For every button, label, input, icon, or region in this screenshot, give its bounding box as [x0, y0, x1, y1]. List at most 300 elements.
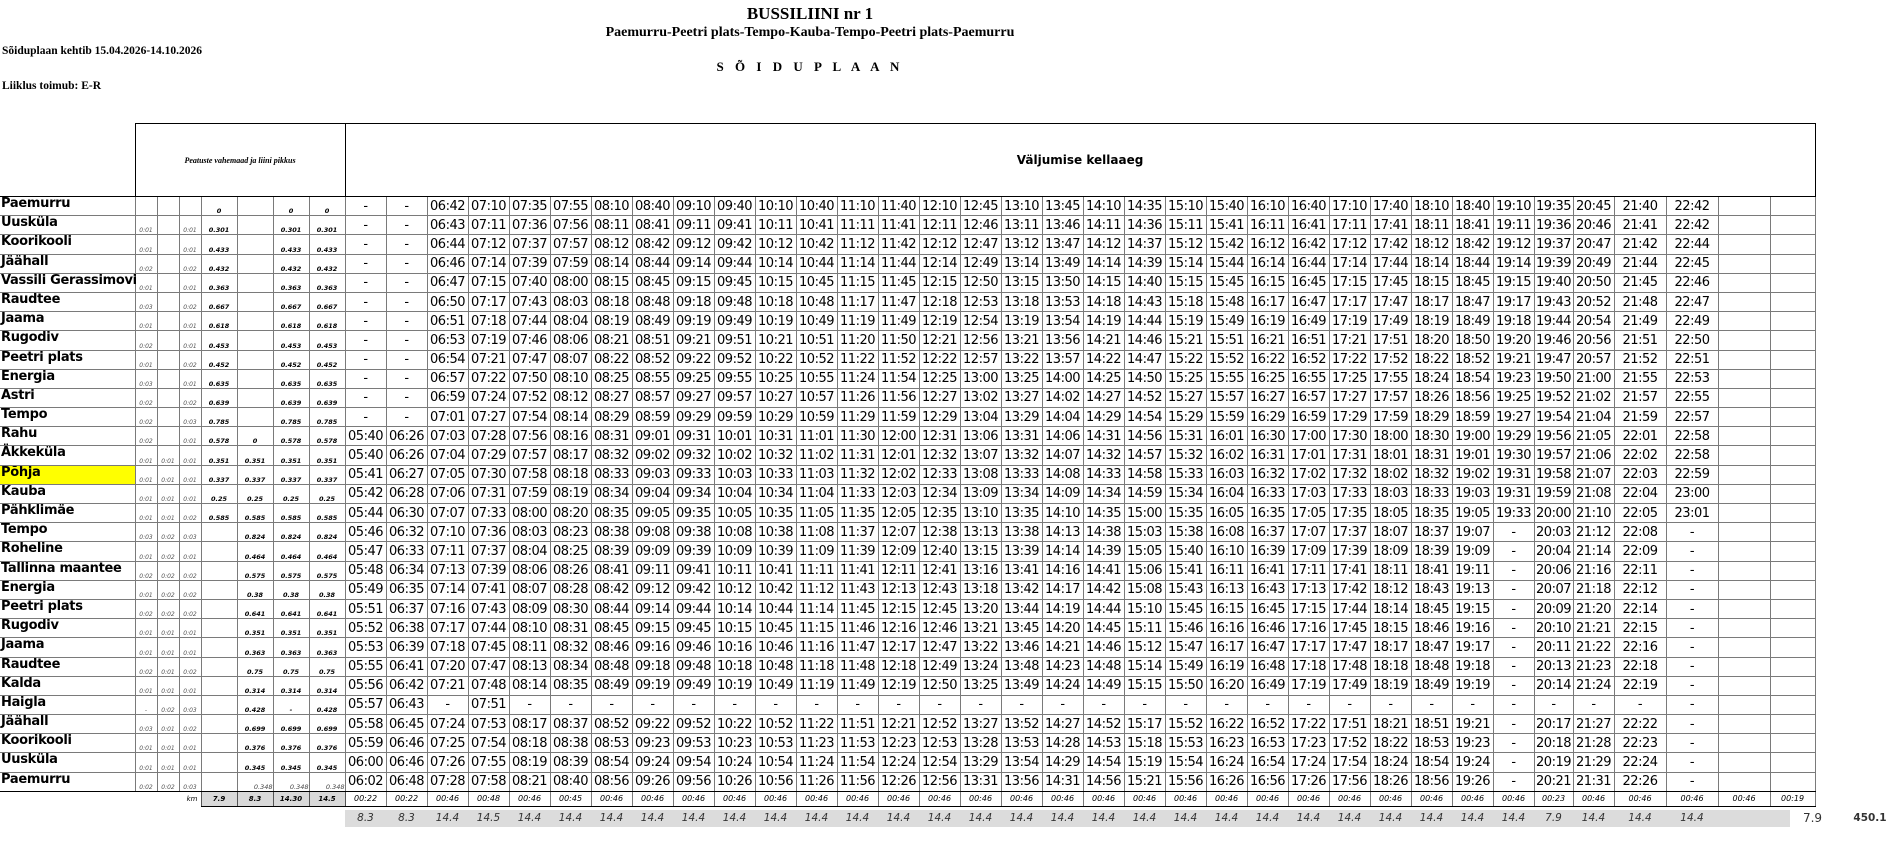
segment-distance: 0.348: [309, 772, 345, 791]
departure-time: 05:51: [345, 599, 386, 618]
stop-name: Koorikooli: [0, 734, 135, 753]
departure-time: 15:52: [1165, 715, 1206, 734]
segment-time: 0:01: [179, 273, 201, 292]
departure-time: 14:10: [1042, 504, 1083, 523]
departure-time: -: [1534, 695, 1573, 714]
segment-distance: [201, 580, 237, 599]
departure-time: -: [796, 695, 837, 714]
segment-distance: 0.376: [309, 734, 345, 753]
departure-time: 12:21: [919, 331, 960, 350]
segment-distance: 0.585: [201, 504, 237, 523]
trip-duration: 00:46: [1042, 791, 1083, 806]
departure-time: 07:27: [468, 408, 509, 427]
departure-time: 11:10: [837, 197, 878, 216]
departure-time: 11:40: [878, 197, 919, 216]
departure-time: 07:57: [550, 235, 591, 254]
departure-time: 15:19: [1124, 753, 1165, 772]
segment-distance: 0.453: [201, 331, 237, 350]
departure-time: -: [345, 235, 386, 254]
departure-time: 09:24: [632, 753, 673, 772]
departure-time: [1718, 638, 1770, 657]
departure-time: 17:39: [1329, 542, 1370, 561]
departure-time: 09:10: [673, 197, 714, 216]
departure-time: 18:19: [1411, 312, 1452, 331]
departure-time: -: [386, 369, 427, 388]
departure-time: 15:18: [1124, 734, 1165, 753]
stop-row: [0, 542, 1815, 561]
departure-time: 15:33: [1165, 465, 1206, 484]
departure-time: -: [1493, 715, 1534, 734]
departure-time: 14:14: [1083, 254, 1124, 273]
segment-distance: 0.618: [273, 312, 309, 331]
departure-time: 19:33: [1493, 504, 1534, 523]
departure-time: 06:28: [386, 484, 427, 503]
departure-time: 09:12: [673, 235, 714, 254]
departure-time: [1718, 542, 1770, 561]
departure-time: 14:17: [1042, 580, 1083, 599]
departure-time: -: [1493, 753, 1534, 772]
segment-distance: 0: [273, 197, 309, 216]
segment-time: 0:02: [135, 254, 157, 273]
segment-distance: 0.464: [309, 542, 345, 561]
departure-time: 08:03: [550, 292, 591, 311]
trip-km: 14.4: [517, 812, 542, 824]
departure-time: 21:05: [1573, 427, 1614, 446]
departure-time: -: [1329, 695, 1370, 714]
departure-time: -: [427, 695, 468, 714]
departure-time: 06:43: [427, 216, 468, 235]
segment-distance: [237, 388, 273, 407]
departure-time: 08:48: [632, 292, 673, 311]
departure-time: 08:10: [591, 197, 632, 216]
departure-time: 21:06: [1573, 446, 1614, 465]
segment-distance: [201, 542, 237, 561]
departure-time: 10:14: [755, 254, 796, 273]
departure-time: 19:01: [1452, 446, 1493, 465]
departure-time: 10:45: [755, 619, 796, 638]
departure-time: 11:11: [837, 216, 878, 235]
departure-time: 08:23: [550, 523, 591, 542]
segment-distance: 0.363: [273, 273, 309, 292]
departure-time: 11:41: [837, 561, 878, 580]
departure-time: 17:42: [1370, 235, 1411, 254]
operating-days: Liiklus toimub: E-R: [2, 80, 102, 92]
departure-time: 07:45: [468, 638, 509, 657]
segment-time: 0:02: [135, 408, 157, 427]
departure-time: 17:29: [1329, 408, 1370, 427]
departure-time: 15:05: [1124, 542, 1165, 561]
departure-time: 22:05: [1614, 504, 1666, 523]
departure-time: 12:43: [919, 580, 960, 599]
segment-distance: 0.363: [309, 273, 345, 292]
segment-distance: 0.428: [237, 695, 273, 714]
departure-time: 14:09: [1042, 484, 1083, 503]
departure-time: 13:12: [1001, 235, 1042, 254]
segment-distance: 0.667: [273, 292, 309, 311]
departure-time: 11:56: [837, 772, 878, 791]
departure-time: 09:22: [673, 350, 714, 369]
departure-time: 13:25: [1001, 369, 1042, 388]
departure-time: 13:32: [1001, 446, 1042, 465]
departure-time: 13:29: [960, 753, 1001, 772]
departure-time: 21:49: [1614, 312, 1666, 331]
departure-time: 07:14: [427, 580, 468, 599]
trip-duration: 00:46: [1493, 791, 1534, 806]
departure-time: 10:45: [796, 273, 837, 292]
segment-distance: 0.785: [201, 408, 237, 427]
departure-time: -: [1370, 695, 1411, 714]
departure-time: 13:45: [1042, 197, 1083, 216]
departure-time: 13:53: [1001, 734, 1042, 753]
departure-time: 13:46: [1001, 638, 1042, 657]
departure-time: 20:56: [1573, 331, 1614, 350]
departure-time: 18:41: [1452, 216, 1493, 235]
departure-time: 12:38: [919, 523, 960, 542]
departure-time: 06:27: [386, 465, 427, 484]
departure-time: 12:57: [960, 350, 1001, 369]
departure-time: 16:44: [1288, 254, 1329, 273]
departure-time: 15:43: [1165, 580, 1206, 599]
departure-time: 19:59: [1534, 484, 1573, 503]
departure-time: 10:49: [755, 676, 796, 695]
trip-duration: 00:46: [1247, 791, 1288, 806]
departure-time: 19:47: [1534, 350, 1573, 369]
stop-name: Koorikooli: [0, 235, 135, 254]
segment-time: 0:02: [179, 715, 201, 734]
departure-time: 05:42: [345, 484, 386, 503]
departure-time: 09:21: [673, 331, 714, 350]
departure-time: [1770, 369, 1815, 388]
departure-time: 19:21: [1452, 715, 1493, 734]
stop-name: Energia: [0, 369, 135, 388]
segment-time: [157, 408, 179, 427]
departure-time: 16:19: [1247, 312, 1288, 331]
departure-time: [1718, 331, 1770, 350]
segment-time: 0:01: [179, 216, 201, 235]
stop-name: Paemurru: [0, 772, 135, 791]
departure-time: 18:45: [1452, 273, 1493, 292]
departure-time: 08:37: [550, 715, 591, 734]
departure-time: 16:10: [1247, 197, 1288, 216]
trip-km: 14.4: [1501, 812, 1526, 824]
departure-time: -: [345, 369, 386, 388]
segment-time: 0:01: [157, 619, 179, 638]
departure-time: 21:31: [1573, 772, 1614, 791]
document-type: S Õ I D U P L A A N: [716, 59, 904, 74]
departure-time: 08:31: [591, 427, 632, 446]
departure-time: 10:22: [714, 715, 755, 734]
segment-distance: 0.432: [273, 254, 309, 273]
departure-time: -: [919, 695, 960, 714]
departure-time: 22:57: [1666, 408, 1718, 427]
departure-time: 06:33: [386, 542, 427, 561]
departure-time: 10:27: [755, 388, 796, 407]
departure-time: 17:01: [1288, 446, 1329, 465]
departure-time: 11:01: [796, 427, 837, 446]
departure-time: 13:31: [960, 772, 1001, 791]
departure-time: 15:17: [1124, 715, 1165, 734]
departure-time: 10:04: [714, 484, 755, 503]
departure-time: -: [386, 235, 427, 254]
departure-time: 16:03: [1206, 465, 1247, 484]
segment-time: 0:02: [179, 599, 201, 618]
departure-time: 15:10: [1124, 599, 1165, 618]
segment-distance: 0.432: [309, 254, 345, 273]
departure-time: -: [386, 350, 427, 369]
departure-time: -: [837, 695, 878, 714]
departure-time: 09:48: [714, 292, 755, 311]
departure-time: 08:52: [632, 350, 673, 369]
departure-time: 10:11: [755, 216, 796, 235]
trip-duration: 00:22: [386, 791, 427, 806]
departure-time: 18:52: [1452, 350, 1493, 369]
departure-time: 18:44: [1452, 254, 1493, 273]
departure-time: 16:47: [1288, 292, 1329, 311]
segment-distance: 0.314: [237, 676, 273, 695]
departure-time: 19:10: [1493, 197, 1534, 216]
departure-time: 10:14: [714, 599, 755, 618]
segment-time: 0:01: [179, 734, 201, 753]
segment-time: [135, 197, 157, 216]
departure-time: 11:09: [796, 542, 837, 561]
departure-time: 15:56: [1165, 772, 1206, 791]
departure-time: 23:00: [1666, 484, 1718, 503]
departure-time: 16:12: [1247, 235, 1288, 254]
departure-time: -: [345, 312, 386, 331]
departure-time: 16:15: [1206, 599, 1247, 618]
departure-time: 13:13: [960, 523, 1001, 542]
departure-time: 15:12: [1124, 638, 1165, 657]
departure-time: [1770, 657, 1815, 676]
departure-time: 12:46: [919, 619, 960, 638]
departure-time: 07:20: [427, 657, 468, 676]
departure-time: 17:45: [1370, 273, 1411, 292]
departure-time: 20:46: [1573, 216, 1614, 235]
departure-time: 05:55: [345, 657, 386, 676]
departure-time: 07:58: [509, 465, 550, 484]
departure-time: 17:12: [1329, 235, 1370, 254]
departure-time: 18:22: [1411, 350, 1452, 369]
segment-distance: [237, 331, 273, 350]
departure-time: 07:21: [468, 350, 509, 369]
departure-time: 07:25: [427, 734, 468, 753]
departure-time: -: [345, 388, 386, 407]
departure-time: 18:02: [1370, 465, 1411, 484]
departure-time: 18:24: [1411, 369, 1452, 388]
departure-time: 14:53: [1083, 734, 1124, 753]
trip-km: 14.5: [476, 812, 501, 824]
departure-time: -: [1493, 542, 1534, 561]
departure-time: 11:12: [796, 580, 837, 599]
trip-km: 14.4: [1680, 812, 1704, 824]
departure-time: 20:06: [1534, 561, 1573, 580]
departure-time: 14:14: [1042, 542, 1083, 561]
departure-time: -: [1206, 695, 1247, 714]
departure-time: 18:09: [1370, 542, 1411, 561]
trip-duration: 00:46: [427, 791, 468, 806]
trip-km: 14.4: [1337, 812, 1362, 824]
departure-time: 12:05: [878, 504, 919, 523]
stop-name: Rahu: [0, 427, 135, 446]
departure-time: -: [632, 695, 673, 714]
departure-time: 17:55: [1370, 369, 1411, 388]
departure-time: 19:16: [1452, 619, 1493, 638]
departure-time: 18:17: [1411, 292, 1452, 311]
departure-time: 18:18: [1370, 657, 1411, 676]
departure-time: [1718, 734, 1770, 753]
departure-time: 18:51: [1411, 715, 1452, 734]
departure-time: 13:21: [1001, 331, 1042, 350]
departure-time: 08:11: [509, 638, 550, 657]
departure-time: [1770, 254, 1815, 273]
segment-time: 0:01: [157, 753, 179, 772]
departure-time: 14:35: [1083, 504, 1124, 523]
departure-time: -: [1493, 580, 1534, 599]
departure-time: 18:33: [1411, 484, 1452, 503]
departure-time: 06:51: [427, 312, 468, 331]
departure-time: 17:33: [1329, 484, 1370, 503]
trip-duration: 00:46: [837, 791, 878, 806]
segment-time: 0:01: [157, 676, 179, 695]
departure-time: 09:01: [632, 427, 673, 446]
trip-km: 7.9: [1802, 811, 1823, 825]
departure-time: 20:57: [1573, 350, 1614, 369]
segment-time: [157, 292, 179, 311]
segment-distance: 0.699: [237, 715, 273, 734]
departure-time: 07:51: [468, 695, 509, 714]
departure-time: 16:14: [1247, 254, 1288, 273]
departure-time: 18:11: [1411, 216, 1452, 235]
departure-time: 06:54: [427, 350, 468, 369]
departure-time: 07:30: [468, 465, 509, 484]
departure-time: 18:11: [1370, 561, 1411, 580]
trip-duration: 00:22: [345, 791, 386, 806]
segment-time: 0:03: [135, 523, 157, 542]
departure-time: 16:17: [1206, 638, 1247, 657]
departure-time: 21:18: [1573, 580, 1614, 599]
segment-distance: 0.575: [273, 561, 309, 580]
departure-time: 13:57: [1042, 350, 1083, 369]
trip-km: 14.4: [640, 812, 665, 824]
departure-time: [1770, 638, 1815, 657]
departure-time: 21:04: [1573, 408, 1614, 427]
segment-distance: 0.363: [237, 638, 273, 657]
stop-name: Peetri plats: [0, 599, 135, 618]
segment-distance: 0.301: [273, 216, 309, 235]
departure-time: 19:46: [1534, 331, 1573, 350]
trip-duration: 00:46: [878, 791, 919, 806]
stop-name: Põhja: [0, 465, 135, 484]
departure-time: 08:41: [591, 561, 632, 580]
departure-time: 17:41: [1370, 216, 1411, 235]
departure-time: 09:14: [632, 599, 673, 618]
departure-time: 07:12: [468, 235, 509, 254]
departure-time: 21:12: [1573, 523, 1614, 542]
departure-time: 17:05: [1288, 504, 1329, 523]
trip-km: 14.4: [1214, 812, 1239, 824]
departure-time: 14:52: [1124, 388, 1165, 407]
departure-time: 14:29: [1042, 753, 1083, 772]
departure-time: 22:09: [1614, 542, 1666, 561]
departure-time: 14:21: [1083, 331, 1124, 350]
departure-time: 11:02: [796, 446, 837, 465]
departure-time: 14:10: [1083, 197, 1124, 216]
departure-time: 12:33: [919, 465, 960, 484]
departure-time: 14:04: [1042, 408, 1083, 427]
departure-time: 08:40: [632, 197, 673, 216]
stop-row: [0, 638, 1815, 657]
departure-time: 20:17: [1534, 715, 1573, 734]
departure-time: 09:51: [714, 331, 755, 350]
departure-time: 05:40: [345, 446, 386, 465]
departure-time: 13:11: [1001, 216, 1042, 235]
departure-time: 10:53: [755, 734, 796, 753]
departure-time: 17:51: [1329, 715, 1370, 734]
segment-distance: 0.75: [309, 657, 345, 676]
departure-time: 17:00: [1288, 427, 1329, 446]
departure-time: 21:02: [1573, 388, 1614, 407]
departure-time: 12:17: [878, 638, 919, 657]
departure-time: 20:18: [1534, 734, 1573, 753]
departure-time: 14:00: [1042, 369, 1083, 388]
segment-distance: [237, 235, 273, 254]
departure-time: 08:10: [509, 619, 550, 638]
segment-distance: 0.699: [273, 715, 309, 734]
departure-time: 10:51: [796, 331, 837, 350]
departure-time: -: [1452, 695, 1493, 714]
departure-time: 08:13: [509, 657, 550, 676]
stop-name: Tempo: [0, 408, 135, 427]
departure-time: -: [550, 695, 591, 714]
departure-time: 18:35: [1411, 504, 1452, 523]
departure-time: 10:18: [755, 292, 796, 311]
stop-name: Rugodiv: [0, 619, 135, 638]
departure-time: 19:27: [1493, 408, 1534, 427]
departure-time: 09:39: [673, 542, 714, 561]
departure-time: 17:19: [1329, 312, 1370, 331]
departure-time: 15:40: [1165, 542, 1206, 561]
departure-time: 15:14: [1165, 254, 1206, 273]
trip-duration: 00:46: [1452, 791, 1493, 806]
departure-time: 08:39: [550, 753, 591, 772]
trip-duration: 00:46: [1124, 791, 1165, 806]
departure-time: -: [673, 695, 714, 714]
stop-row: [0, 235, 1815, 254]
header-blank: [0, 124, 135, 197]
segment-distance: [201, 734, 237, 753]
segment-distance: 0.575: [237, 561, 273, 580]
departure-time: 06:35: [386, 580, 427, 599]
departure-time: 06:30: [386, 504, 427, 523]
departure-time: 12:15: [919, 273, 960, 292]
departure-time: [1770, 772, 1815, 791]
departure-time: 07:55: [468, 753, 509, 772]
departure-time: 16:35: [1247, 504, 1288, 523]
departure-time: -: [1493, 523, 1534, 542]
segment-distance: 0.25: [309, 484, 345, 503]
departure-time: [1770, 715, 1815, 734]
departure-time: 15:19: [1165, 312, 1206, 331]
segment-distance: 0.25: [201, 484, 237, 503]
departure-time: 15:10: [1165, 197, 1206, 216]
departure-time: [1770, 408, 1815, 427]
segment-distance: 0.351: [201, 446, 237, 465]
departure-time: 21:08: [1573, 484, 1614, 503]
departure-time: 18:20: [1411, 331, 1452, 350]
departure-time: 13:15: [1001, 273, 1042, 292]
departure-time: 14:33: [1083, 465, 1124, 484]
trip-km: 14.4: [968, 812, 993, 824]
